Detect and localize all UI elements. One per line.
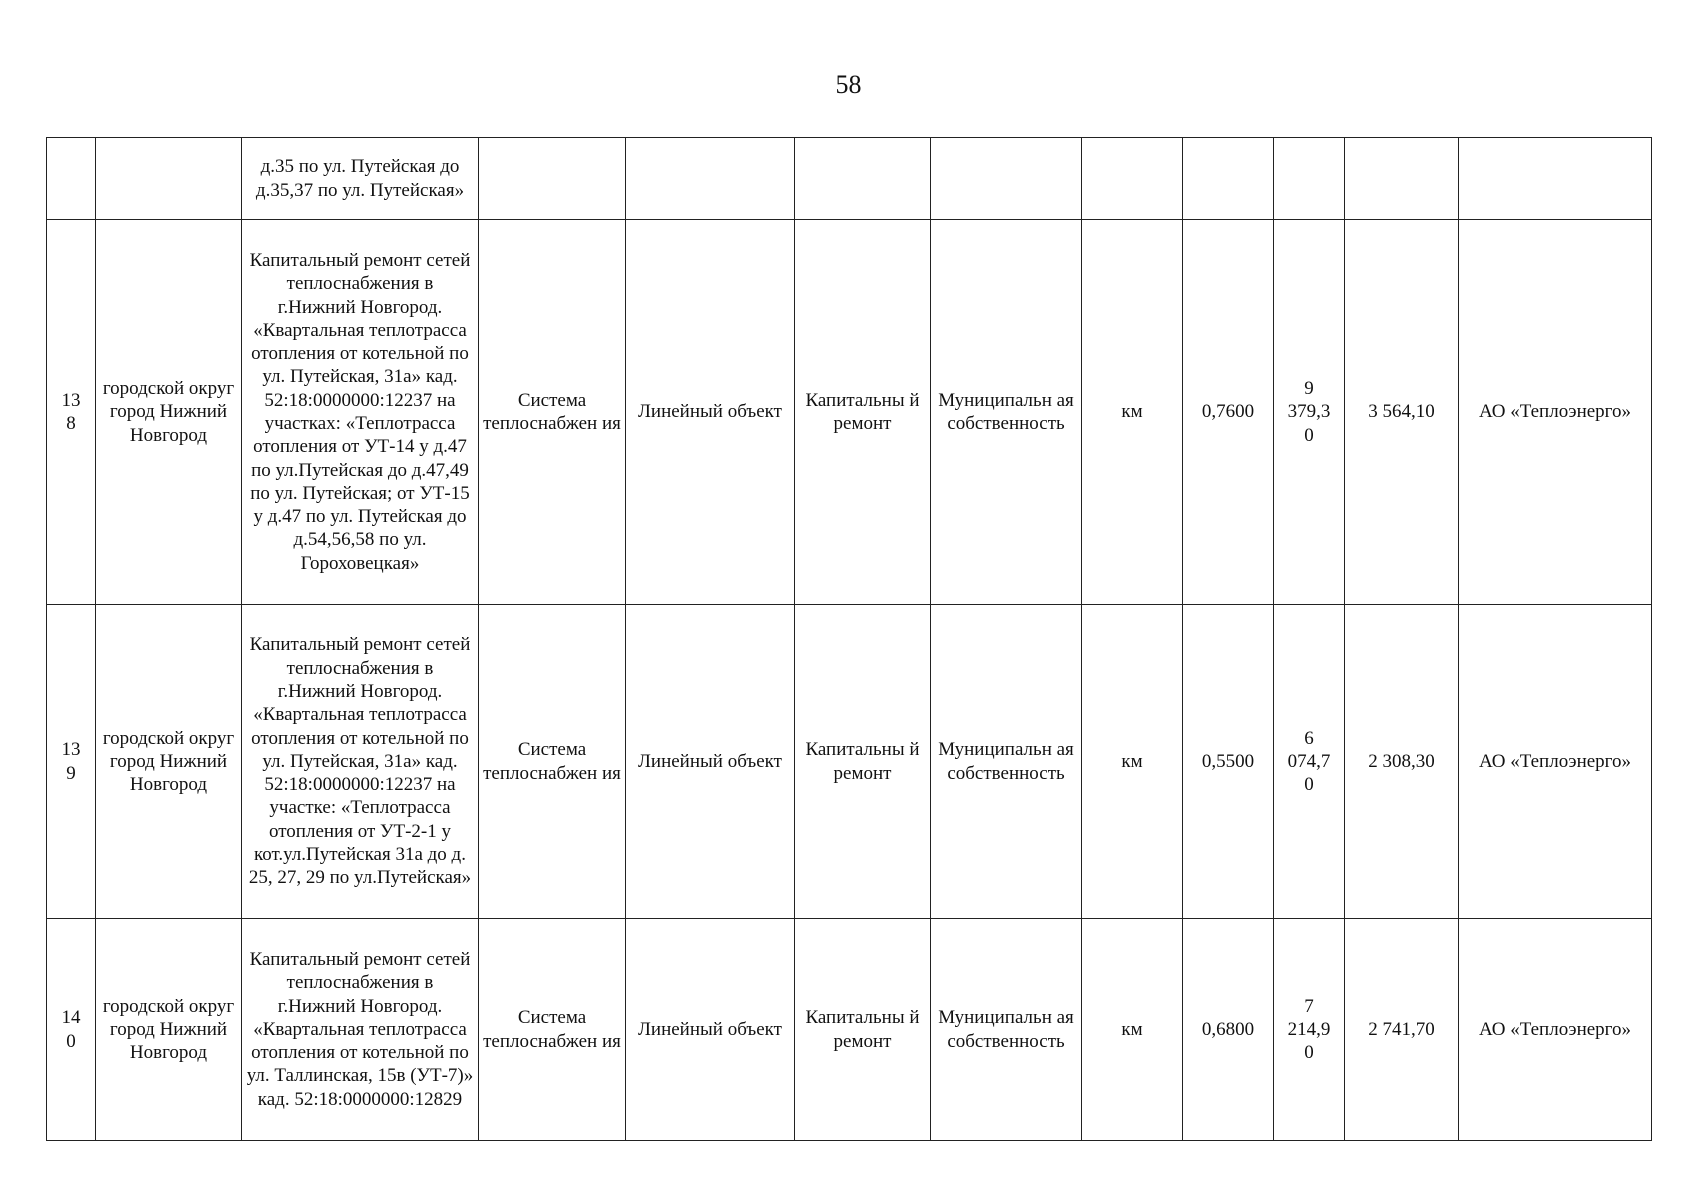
- work-type-cell: Капитальны й ремонт: [795, 605, 931, 919]
- municipality-cell: [96, 138, 242, 220]
- table-row: [47, 605, 1652, 919]
- length-cell: 0,7600: [1183, 220, 1274, 605]
- cost-share-cell: 3 564,10: [1345, 220, 1459, 605]
- cost-share-cell: [1345, 138, 1459, 220]
- object-name-cell: Капитальный ремонт сетей теплоснабжения в г.Нижний Новгород. «Квартальная теплотрасса отопления от котельной по ул. Путейская, 31а» кад. 52:18:0000000:12237 на участках: «Теплотрасса отопления от УТ-14 у д.47 по ул.Путейская до д.47,49 по ул. Путейская; от УТ-15 у д.47 по ул. Путейская до д.54,56,58 по ул. Гороховецкая»: [242, 220, 479, 605]
- system-cell: Система теплоснабжен ия: [479, 220, 626, 605]
- data-table: [46, 137, 1652, 1141]
- executor-cell: АО «Теплоэнерго»: [1459, 605, 1652, 919]
- row-number-cell: 13 9: [47, 605, 96, 919]
- row-number-cell: [47, 138, 96, 220]
- object-name-cell: д.35 по ул. Путейская до д.35,37 по ул. Путейская»: [242, 138, 479, 220]
- ownership-cell: [931, 138, 1082, 220]
- unit-cell: км: [1082, 919, 1183, 1141]
- cost-total-cell: 7 214,9 0: [1274, 919, 1345, 1141]
- length-cell: 0,5500: [1183, 605, 1274, 919]
- object-name-cell: Капитальный ремонт сетей теплоснабжения в г.Нижний Новгород. «Квартальная теплотрасса отопления от котельной по ул. Таллинская, 15в (УТ-7)» кад. 52:18:0000000:12829: [242, 919, 479, 1141]
- system-cell: [479, 138, 626, 220]
- cost-share-cell: 2 741,70: [1345, 919, 1459, 1141]
- object-type-cell: Линейный объект: [626, 220, 795, 605]
- object-name-cell: Капитальный ремонт сетей теплоснабжения в г.Нижний Новгород. «Квартальная теплотрасса отопления от котельной по ул. Путейская, 31а» кад. 52:18:0000000:12237 на участке: «Теплотрасса отопления от УТ-2-1 у кот.ул.Путейская 31а до д. 25, 27, 29 по ул.Путейская»: [242, 605, 479, 919]
- table-row: [47, 919, 1652, 1141]
- municipality-cell: городской округ город Нижний Новгород: [96, 605, 242, 919]
- unit-cell: км: [1082, 220, 1183, 605]
- row-number-cell: 14 0: [47, 919, 96, 1141]
- length-cell: [1183, 138, 1274, 220]
- row-number-cell: 13 8: [47, 220, 96, 605]
- executor-cell: [1459, 138, 1652, 220]
- executor-cell: АО «Теплоэнерго»: [1459, 220, 1652, 605]
- cost-total-cell: 6 074,7 0: [1274, 605, 1345, 919]
- unit-cell: км: [1082, 605, 1183, 919]
- length-cell: 0,6800: [1183, 919, 1274, 1141]
- municipality-cell: городской округ город Нижний Новгород: [96, 919, 242, 1141]
- work-type-cell: Капитальны й ремонт: [795, 919, 931, 1141]
- page-number: 58: [835, 70, 862, 99]
- table-row: [47, 138, 1652, 220]
- cost-total-cell: [1274, 138, 1345, 220]
- system-cell: Система теплоснабжен ия: [479, 605, 626, 919]
- system-cell: Система теплоснабжен ия: [479, 919, 626, 1141]
- cost-total-cell: 9 379,3 0: [1274, 220, 1345, 605]
- cost-share-cell: 2 308,30: [1345, 605, 1459, 919]
- ownership-cell: Муниципальн ая собственность: [931, 220, 1082, 605]
- unit-cell: [1082, 138, 1183, 220]
- work-type-cell: [795, 138, 931, 220]
- object-type-cell: [626, 138, 795, 220]
- municipality-cell: городской округ город Нижний Новгород: [96, 220, 242, 605]
- table-row: [47, 220, 1652, 605]
- work-type-cell: Капитальны й ремонт: [795, 220, 931, 605]
- executor-cell: АО «Теплоэнерго»: [1459, 919, 1652, 1141]
- object-type-cell: Линейный объект: [626, 919, 795, 1141]
- ownership-cell: Муниципальн ая собственность: [931, 919, 1082, 1141]
- ownership-cell: Муниципальн ая собственность: [931, 605, 1082, 919]
- object-type-cell: Линейный объект: [626, 605, 795, 919]
